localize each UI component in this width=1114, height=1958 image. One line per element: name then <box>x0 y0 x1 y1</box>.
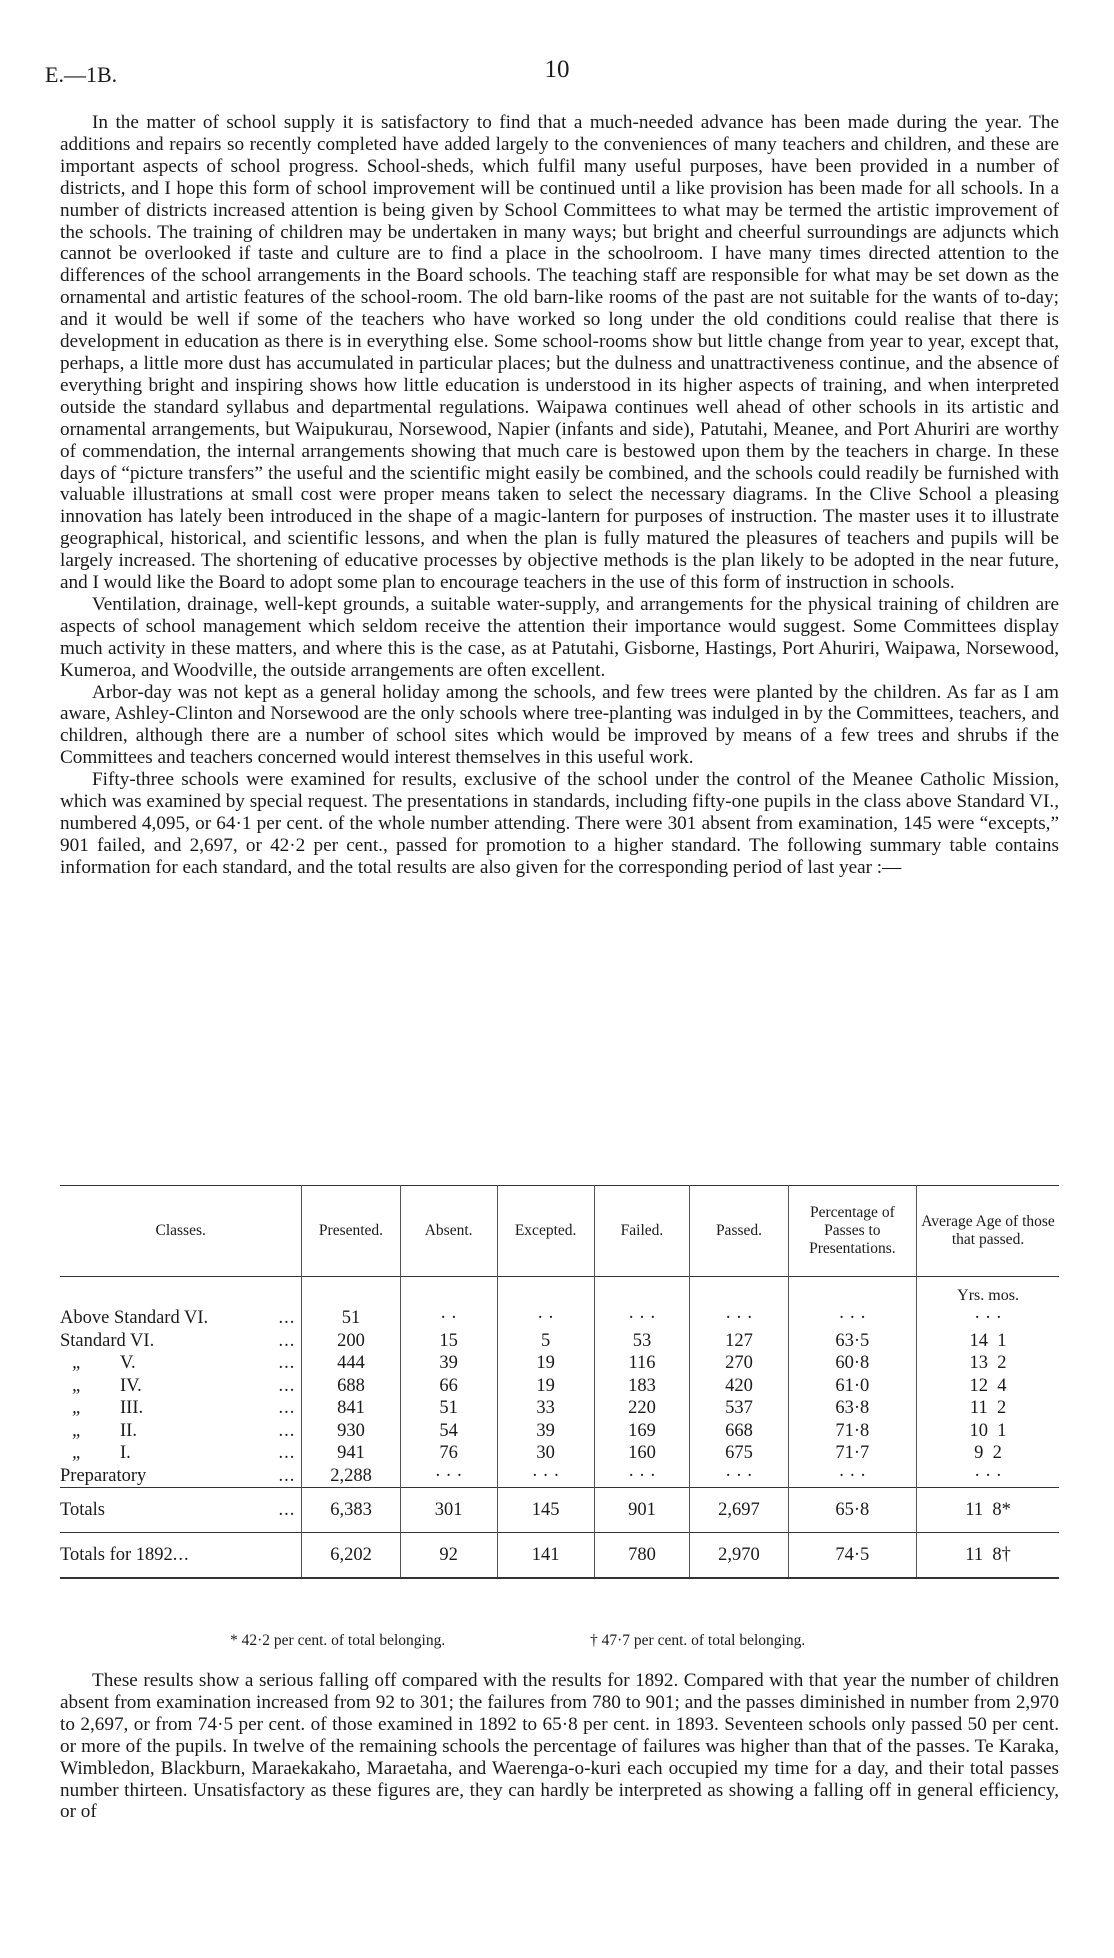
cell-failed: · · · <box>594 1307 690 1330</box>
cell-pct: 63·5 <box>788 1330 916 1353</box>
table-row: Above Standard VI. ... 51 · · · · · · · · · · · · · · · · <box>60 1307 1059 1330</box>
cell-yrs: 10 <box>969 1420 989 1441</box>
cell-yrs: · · · <box>974 1308 1002 1328</box>
paragraph-school-supply: In the matter of school supply it is satisfactory to find that a much-needed advance has been made during the year. The additions and repairs so recently completed have added largely to the conveniences of many teachers and children, and these are important aspects of school progress. School-sheds, which fulfil many useful purposes, have been provided in a number of districts, and I hope this form of school improvement will be continued until a like provision has been made for all schools. In a number of districts increased attention is being given by School Committees to what may be termed the artistic improvement of the schools. The training of children may be undertaken in many ways; but bright and cheerful surroundings are adjuncts which cannot be overlooked if taste and culture are to find a place in the schoolroom. I have many times directed attention to the differences of the school arrangements in the Board schools. The teaching staff are responsible for what may be set down as the ornamental and artistic features of the school-room. The old barn-like rooms of the past are not suitable for the wants of to-day; and it would be well if some of the teachers who have worked so long under the old conditions could realise that there is development in education as there is in everything else. Some school-rooms show but little change from year to year, except that, perhaps, a little more dust has accumulated in particular places; but the dulness and unattractiveness continue, and the absence of everything bright and inspiring shows how little education is understood in its higher aspects of training, and when interpreted outside the standard syllabus and departmental regulations. Waipawa continues well ahead of other schools in its artistic and ornamental arrangements, but Waipukurau, Norsewood, Napier (infants and side), Patutahi, Meanee, and Port Ahuriri are worthy of commendation, the internal arrangements showing that much care is bestowed upon them by the teachers in charge. In these days of “picture transfers” the useful and the scientific might easily be combined, and the schools could readily be furnished with valuable illustrations at small cost were proper means taken to select the necessary diagrams. In the Clive School a pleasing innovation has lately been introduced in the shape of a magic-lantern for purposes of instruction. The master uses it to illustrate geographical, historical, and scientific lessons, and when the plan is fully matured the pleasures of teachers and pupils will be largely increased. The shortening of educative processes by objective methods is the plan likely to be adopted in the near future, and I would like the Board to adopt some plan to encourage teachers in the use of this form of instruction in schools. <box>60 112 1059 594</box>
totals-label: Totals <box>60 1499 105 1520</box>
table-row: „ I. ... 941 76 30 160 675 71·7 9 2 <box>60 1442 1059 1465</box>
totals-presented: 6,383 <box>302 1488 400 1533</box>
table-header-row <box>60 1186 1059 1277</box>
header-passed: Passed. <box>690 1186 788 1277</box>
cell-passed: 420 <box>690 1375 788 1398</box>
table-row: Standard VI. ... 200 15 5 53 127 63·5 14 1 <box>60 1330 1059 1353</box>
cell-failed: · · · <box>594 1465 690 1488</box>
footnote-dagger: † 47·7 per cent. of total belonging. <box>590 1632 806 1649</box>
cell-yrs: 13 <box>969 1353 989 1373</box>
header-absent: Absent. <box>400 1186 497 1277</box>
cell-absent: 51 <box>400 1397 497 1420</box>
table-row: „ III. ... 841 51 33 220 537 63·8 11 2 <box>60 1397 1059 1420</box>
page-header <box>45 56 1069 90</box>
cell-yrs: 9 <box>974 1443 984 1463</box>
totals-1892-presented: 6,202 <box>302 1533 400 1579</box>
totals-1892-label: Totals for 1892 <box>60 1544 173 1565</box>
ditto-mark: „ <box>72 1353 83 1373</box>
cell-pct: 71·8 <box>788 1420 916 1443</box>
cell-pct: · · · <box>788 1307 916 1330</box>
footnote-asterisk: * 42·2 per cent. of total belonging. <box>230 1632 446 1649</box>
document-code: E.—1B. <box>45 62 118 87</box>
totals-mos: 8* <box>992 1499 1011 1520</box>
row-label: Preparatory <box>60 1465 147 1486</box>
cell-excepted: 30 <box>497 1442 594 1465</box>
header-presented: Presented. <box>302 1186 400 1277</box>
page-number: 10 <box>544 56 570 83</box>
cell-pct: · · · <box>788 1465 916 1488</box>
cell-presented: 688 <box>302 1375 400 1398</box>
cell-passed: 127 <box>690 1330 788 1353</box>
cell-passed: 675 <box>690 1442 788 1465</box>
cell-failed: 53 <box>594 1330 690 1353</box>
ditto-mark: „ <box>72 1398 83 1418</box>
cell-absent: 76 <box>400 1442 497 1465</box>
totals-yrs: 11 <box>965 1499 984 1520</box>
cell-mos: 1 <box>997 1330 1007 1351</box>
row-label: Above Standard VI. <box>60 1308 209 1328</box>
totals-1892-passed: 2,970 <box>690 1533 788 1579</box>
totals-pct: 65·8 <box>788 1488 916 1533</box>
cell-failed: 116 <box>594 1352 690 1375</box>
cell-presented: 941 <box>302 1442 400 1465</box>
cell-presented: 444 <box>302 1352 400 1375</box>
header-average-age: Average Age of those that passed. <box>917 1186 1059 1277</box>
cell-presented: 841 <box>302 1397 400 1420</box>
row-label: I. <box>120 1443 131 1463</box>
cell-excepted: · · <box>497 1307 594 1330</box>
totals-1892-yrs: 11 <box>965 1544 984 1565</box>
table-row: Preparatory ... 2,288 · · · · · · · · · · · · · · · · · · <box>60 1465 1059 1488</box>
body-text <box>60 112 1059 879</box>
cell-failed: 169 <box>594 1420 690 1443</box>
cell-mos: 1 <box>997 1420 1007 1441</box>
cell-excepted: 19 <box>497 1352 594 1375</box>
table-row: „ IV. ... 688 66 19 183 420 61·0 12 4 <box>60 1375 1059 1398</box>
cell-mos: 2 <box>992 1443 1002 1463</box>
cell-absent: 15 <box>400 1330 497 1353</box>
totals-failed: 901 <box>594 1488 690 1533</box>
totals-row: Totals ... 6,383 301 145 901 2,697 65·8 11 8* <box>60 1488 1059 1533</box>
row-label: V. <box>120 1353 136 1373</box>
cell-passed: 270 <box>690 1352 788 1375</box>
paragraph-examination: Fifty-three schools were examined for results, exclusive of the school under the control of the Meanee Catholic Mission, which was examined by special request. The presentations in standards, including fifty-one pupils in the class above Standard VI., numbered 4,095, or 64·1 per cent. of the whole number attending. There were 301 absent from examination, 145 were “excepts,” 901 failed, and 2,697, or 42·2 per cent., passed for promotion to a higher standard. The following summary table contains information for each standard, and the total results are also given for the corresponding period of last year :— <box>60 769 1059 878</box>
cell-failed: 220 <box>594 1397 690 1420</box>
totals-1892-row: Totals for 1892... 6,202 92 141 780 2,970 74·5 11 8† <box>60 1533 1059 1579</box>
row-label: Standard VI. <box>60 1330 155 1351</box>
cell-yrs: 11 <box>969 1398 988 1418</box>
totals-excepted: 145 <box>497 1488 594 1533</box>
cell-passed: · · · <box>690 1465 788 1488</box>
cell-excepted: · · · <box>497 1465 594 1488</box>
cell-presented: 2,288 <box>302 1465 400 1488</box>
cell-excepted: 5 <box>497 1330 594 1353</box>
cell-yrs: · · · <box>974 1465 1002 1486</box>
cell-mos: 4 <box>997 1375 1007 1396</box>
ditto-mark: „ <box>72 1443 83 1463</box>
cell-passed: 668 <box>690 1420 788 1443</box>
cell-yrs: 12 <box>969 1375 989 1396</box>
closing-text <box>60 1670 1059 1823</box>
totals-1892-mos: 8† <box>992 1544 1011 1565</box>
totals-1892-absent: 92 <box>400 1533 497 1579</box>
row-label: II. <box>120 1420 137 1441</box>
paragraph-results: These results show a serious falling off compared with the results for 1892. Compared with that year the number of children absent from examination increased from 92 to 301; the failures from 780 to 901; and the passes diminished in number from 2,970 to 2,697, or from 74·5 per cent. of those examined in 1892 to 65·8 per cent. in 1893. Seventeen schools only passed 50 per cent. or more of the pupils. In twelve of the remaining schools the percentage of failures was higher than that of the passes. Te Karaka, Wimbledon, Blackburn, Maraekakaho, Maraetaha, and Waerenga-o-kuri each occupied my time for a day, and their total passes number thirteen. Unsatisfactory as these figures are, they can hardly be interpreted as showing a falling off in general efficiency, or of <box>60 1670 1059 1823</box>
ditto-mark: „ <box>72 1375 83 1396</box>
cell-pct: 63·8 <box>788 1397 916 1420</box>
cell-failed: 160 <box>594 1442 690 1465</box>
cell-absent: · · · <box>400 1465 497 1488</box>
cell-excepted: 19 <box>497 1375 594 1398</box>
header-excepted: Excepted. <box>497 1186 594 1277</box>
cell-pct: 71·7 <box>788 1442 916 1465</box>
totals-1892-pct: 74·5 <box>788 1533 916 1579</box>
cell-pct: 61·0 <box>788 1375 916 1398</box>
cell-absent: 66 <box>400 1375 497 1398</box>
totals-passed: 2,697 <box>690 1488 788 1533</box>
cell-mos: 2 <box>997 1353 1007 1373</box>
cell-pct: 60·8 <box>788 1352 916 1375</box>
ditto-mark: „ <box>72 1420 83 1441</box>
table-row: „ V. ... 444 39 19 116 270 60·8 13 2 <box>60 1352 1059 1375</box>
row-label: III. <box>120 1398 144 1418</box>
cell-presented: 200 <box>302 1330 400 1353</box>
header-classes: Classes. <box>155 1222 206 1239</box>
table-row: „ II. ... 930 54 39 169 668 71·8 10 1 <box>60 1420 1059 1443</box>
cell-absent: · · <box>400 1307 497 1330</box>
header-percentage: Percentage of Passes to Presentations. <box>788 1186 916 1277</box>
cell-yrs: 14 <box>969 1330 989 1351</box>
cell-passed: · · · <box>690 1307 788 1330</box>
cell-excepted: 33 <box>497 1397 594 1420</box>
cell-mos: 2 <box>996 1398 1007 1418</box>
cell-absent: 39 <box>400 1352 497 1375</box>
totals-1892-excepted: 141 <box>497 1533 594 1579</box>
row-label: IV. <box>120 1375 142 1396</box>
paragraph-arbor-day: Arbor-day was not kept as a general holiday among the schools, and few trees were planted by the children. As far as I am aware, Ashley-Clinton and Norsewood are the only schools where tree-planting was indulged in by the Committees, teachers, and children, although there are a number of school sites which would be improved by means of a few trees and shrubs if the Committees and teachers concerned would interest themselves in this useful work. <box>60 681 1059 769</box>
units-row <box>60 1277 1059 1308</box>
cell-passed: 537 <box>690 1397 788 1420</box>
cell-failed: 183 <box>594 1375 690 1398</box>
paragraph-ventilation: Ventilation, drainage, well-kept grounds, a suitable water-supply, and arrangements for the physical training of children are aspects of school management which seldom receive the attention their importance would suggest. Some Committees display much activity in these matters, and where this is the case, as at Patutahi, Gisborne, Hastings, Port Ahuriri, Waipawa, Norsewood, Kumeroa, and Woodville, the outside arrangements are often excellent. <box>60 593 1059 681</box>
totals-1892-failed: 780 <box>594 1533 690 1579</box>
cell-absent: 54 <box>400 1420 497 1443</box>
cell-presented: 930 <box>302 1420 400 1443</box>
cell-excepted: 39 <box>497 1420 594 1443</box>
cell-presented: 51 <box>302 1307 400 1330</box>
totals-absent: 301 <box>400 1488 497 1533</box>
header-failed: Failed. <box>594 1186 690 1277</box>
units-label: Yrs. mos. <box>917 1277 1059 1308</box>
results-table <box>60 1185 1059 1579</box>
